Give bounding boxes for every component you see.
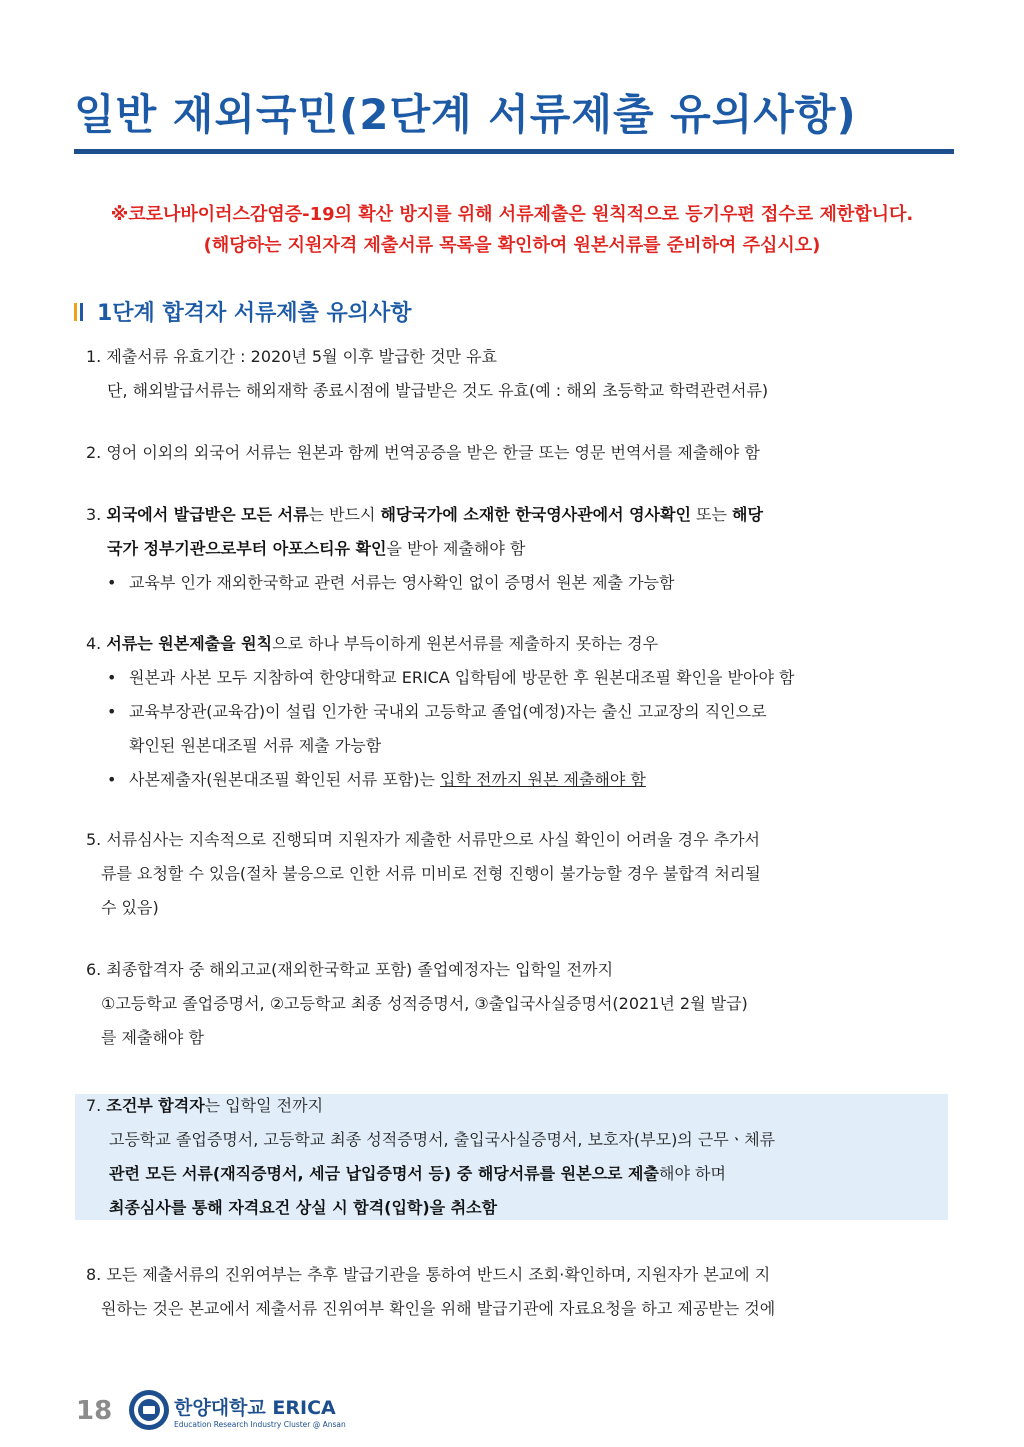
section-heading bbox=[74, 296, 412, 327]
item-4-bullet-2-text-a: 교육부장관(교육감)이 설립 인가한 국내외 고등학교 졸업(예정)자는 출신 고교장의 직인으로 bbox=[129, 702, 767, 721]
item-4-bullet-2-text-b: 확인된 원본대조필 서류 제출 가능함 bbox=[129, 736, 382, 755]
page-number: 18 bbox=[76, 1396, 113, 1426]
item-4-number: 4. bbox=[86, 634, 107, 653]
item-3-bold-4: 국가 정부기관으로부터 아포스티유 확인 bbox=[107, 539, 387, 558]
item-1-line-2: 단, 해외발급서류는 해외재학 종료시점에 발급받은 것도 유효(예 : 해외 초등학교 학력관련서류) bbox=[107, 381, 769, 400]
item-4-line-1 bbox=[86, 633, 658, 655]
item-7-text-3: 해야 하며 bbox=[658, 1164, 726, 1183]
item-4-text-1: 으로 하나 부득이하게 원본서류를 제출하지 못하는 경우 bbox=[272, 634, 659, 653]
item-5-line-2: 류를 요청할 수 있음(절차 불응으로 인한 서류 미비로 전형 진행이 불가능할 경우 불합격 처리될 bbox=[101, 864, 761, 883]
item-3-line-1 bbox=[86, 504, 763, 526]
university-tagline: Education Research Industry Cluster @ Ansan bbox=[174, 1420, 346, 1429]
item-3-bullet-1-text: 교육부 인가 재외한국학교 관련 서류는 영사확인 없이 증명서 원본 제출 가능함 bbox=[129, 573, 675, 592]
university-name: 한양대학교 ERICA bbox=[174, 1397, 336, 1419]
item-4-bold-1: 서류는 원본제출을 원칙 bbox=[106, 634, 273, 653]
notice-line-2: (해당하는 지원자격 제출서류 목록을 확인하여 원본서류를 준비하여 주십시오) bbox=[203, 235, 821, 256]
item-6-line-3: 를 제출해야 함 bbox=[101, 1028, 204, 1047]
bullet-icon: • bbox=[107, 770, 117, 789]
item-3-text-1: 는 반드시 bbox=[308, 505, 381, 524]
item-3-number: 3. bbox=[86, 505, 107, 524]
item-7-line-1 bbox=[86, 1095, 323, 1117]
university-seal-icon bbox=[128, 1389, 170, 1431]
item-5-line-1: 5. 서류심사는 지속적으로 진행되며 지원자가 제출한 서류만으로 사실 확인이 어려울 경우 추가서 bbox=[86, 830, 760, 849]
item-4-bullet-1 bbox=[107, 667, 795, 689]
item-4-bullet-3-text-a: 사본제출자(원본대조필 확인된 서류 포함)는 bbox=[129, 770, 441, 789]
section-title: 1단계 합격자 서류제출 유의사항 bbox=[97, 301, 412, 326]
item-3-bold-1: 외국에서 발급받은 모든 서류 bbox=[106, 505, 309, 524]
item-7-text-1: 는 입학일 전까지 bbox=[204, 1096, 324, 1115]
item-5-line-3: 수 있음) bbox=[101, 898, 159, 917]
item-1-line-1: 1. 제출서류 유효기간 : 2020년 5월 이후 발급한 것만 유효 bbox=[86, 347, 497, 366]
item-4-bullet-2 bbox=[107, 701, 767, 723]
item-7-line-4 bbox=[109, 1197, 497, 1219]
title-divider bbox=[74, 149, 954, 154]
item-7-line-3 bbox=[109, 1163, 726, 1185]
bullet-icon: • bbox=[107, 702, 117, 721]
item-6-line-2: ①고등학교 졸업증명서, ②고등학교 최종 성적증명서, ③출입국사실증명서(2021년 2월 발급) bbox=[101, 994, 748, 1013]
item-7-line-2: 고등학교 졸업증명서, 고등학교 최종 성적증명서, 출입국사실증명서, 보호자(부모)의 근무ㆍ체류 bbox=[109, 1130, 776, 1149]
item-8-line-1: 8. 모든 제출서류의 진위여부는 추후 발급기관을 통하여 반드시 조회·확인하며, 지원자가 본교에 지 bbox=[86, 1265, 771, 1284]
item-3-bullet-1 bbox=[107, 572, 674, 594]
item-7-number: 7. bbox=[86, 1096, 107, 1115]
item-7-bold-4: 최종심사를 통해 자격요건 상실 시 합격(입학)을 취소함 bbox=[109, 1198, 498, 1217]
item-7-bold-3: 관련 모든 서류(재직증명서, 세금 납입증명서 등) 중 해당서류를 원본으로 제출 bbox=[109, 1164, 659, 1183]
page-title: 일반 재외국민(2단계 서류제출 유의사항) bbox=[74, 90, 857, 139]
item-8-line-2: 원하는 것은 본교에서 제출서류 진위여부 확인을 위해 발급기관에 자료요청을 하고 제공받는 것에 bbox=[101, 1299, 776, 1318]
item-3-text-3: 을 받아 제출해야 함 bbox=[386, 539, 526, 558]
item-7-bold-1: 조건부 합격자 bbox=[106, 1096, 205, 1115]
item-3-bold-3: 해당 bbox=[732, 505, 763, 524]
notice-line-1: ※코로나바이러스감염증-19의 확산 방지를 위해 서류제출은 원칙적으로 등기우편 접수로 제한합니다. bbox=[110, 204, 914, 225]
item-2-line-1: 2. 영어 이외의 외국어 서류는 원본과 함께 번역공증을 받은 한글 또는 영문 번역서를 제출해야 함 bbox=[86, 443, 760, 462]
footer bbox=[76, 1388, 476, 1444]
bullet-icon: • bbox=[107, 573, 117, 592]
item-4-bullet-3-underlined: 입학 전까지 원본 제출해야 함 bbox=[440, 770, 646, 789]
item-3-text-2: 또는 bbox=[690, 505, 733, 524]
item-4-bullet-1-text: 원본과 사본 모두 지참하여 한양대학교 ERICA 입학팀에 방문한 후 원본대조필 확인을 받아야 함 bbox=[129, 668, 795, 687]
bullet-icon: • bbox=[107, 668, 117, 687]
item-4-bullet-3 bbox=[107, 769, 646, 791]
item-3-line-2 bbox=[107, 538, 525, 560]
section-marker-icon bbox=[74, 303, 83, 321]
item-3-bold-2: 해당국가에 소재한 한국영사관에서 영사확인 bbox=[380, 505, 691, 524]
item-6-line-1: 6. 최종합격자 중 해외고교(재외한국학교 포함) 졸업예정자는 입학일 전까지 bbox=[86, 960, 614, 979]
